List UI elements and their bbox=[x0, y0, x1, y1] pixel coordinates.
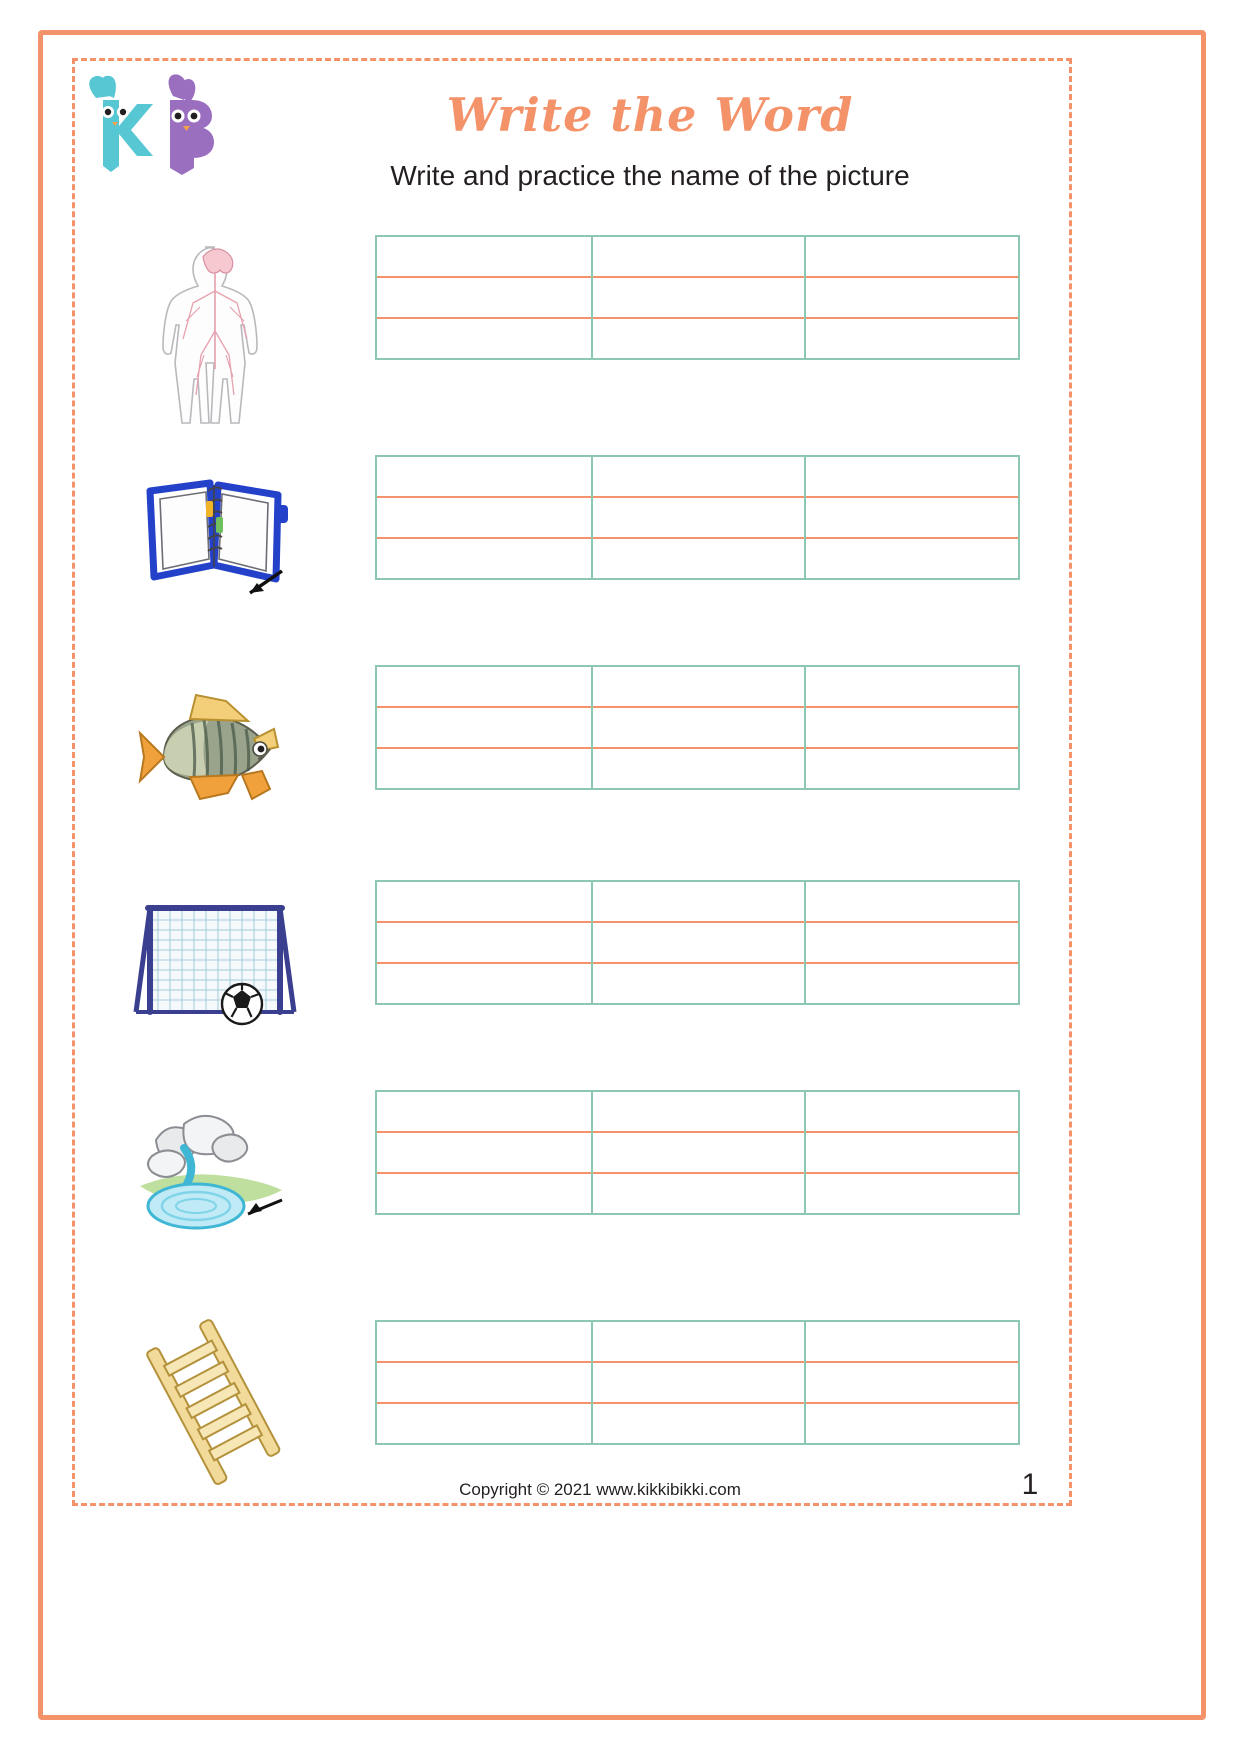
exercise-row bbox=[100, 455, 1050, 655]
cell-divider bbox=[804, 457, 806, 578]
exercise-row bbox=[100, 1090, 1050, 1290]
guide-line bbox=[377, 706, 1018, 708]
guide-line bbox=[377, 1131, 1018, 1133]
open-notebook-icon bbox=[130, 455, 300, 625]
nervous-system-icon bbox=[130, 235, 300, 405]
cell-divider bbox=[804, 1322, 806, 1443]
copyright-text: Copyright © 2021 www.kikkibikki.com bbox=[459, 1480, 741, 1499]
exercise-row bbox=[100, 880, 1050, 1080]
cell-divider bbox=[591, 457, 593, 578]
guide-line bbox=[377, 1172, 1018, 1174]
guide-line bbox=[377, 962, 1018, 964]
cell-divider bbox=[591, 237, 593, 358]
page-number: 1 bbox=[1021, 1468, 1039, 1501]
guide-line bbox=[377, 496, 1018, 498]
guide-line bbox=[377, 276, 1018, 278]
cell-divider bbox=[591, 1092, 593, 1213]
writing-lines[interactable] bbox=[375, 1090, 1020, 1215]
guide-line bbox=[377, 1402, 1018, 1404]
fish-icon bbox=[130, 665, 300, 835]
exercise-row bbox=[100, 665, 1050, 865]
guide-line bbox=[377, 317, 1018, 319]
ladder-icon bbox=[130, 1320, 300, 1490]
guide-line bbox=[377, 1361, 1018, 1363]
cell-divider bbox=[591, 667, 593, 788]
spring-water-icon bbox=[130, 1090, 300, 1260]
cell-divider bbox=[804, 1092, 806, 1213]
guide-line bbox=[377, 747, 1018, 749]
writing-lines[interactable] bbox=[375, 235, 1020, 360]
writing-lines[interactable] bbox=[375, 455, 1020, 580]
writing-lines[interactable] bbox=[375, 665, 1020, 790]
cell-divider bbox=[804, 237, 806, 358]
writing-lines[interactable] bbox=[375, 1320, 1020, 1445]
cell-divider bbox=[591, 1322, 593, 1443]
cell-divider bbox=[804, 882, 806, 1003]
page-title: Write the Word bbox=[446, 88, 854, 142]
guide-line bbox=[377, 537, 1018, 539]
writing-lines[interactable] bbox=[375, 880, 1020, 1005]
exercise-row bbox=[100, 235, 1050, 435]
cell-divider bbox=[804, 667, 806, 788]
guide-line bbox=[377, 921, 1018, 923]
cell-divider bbox=[591, 882, 593, 1003]
goal-icon bbox=[130, 880, 300, 1050]
page-subtitle: Write and practice the name of the picture bbox=[390, 160, 910, 191]
